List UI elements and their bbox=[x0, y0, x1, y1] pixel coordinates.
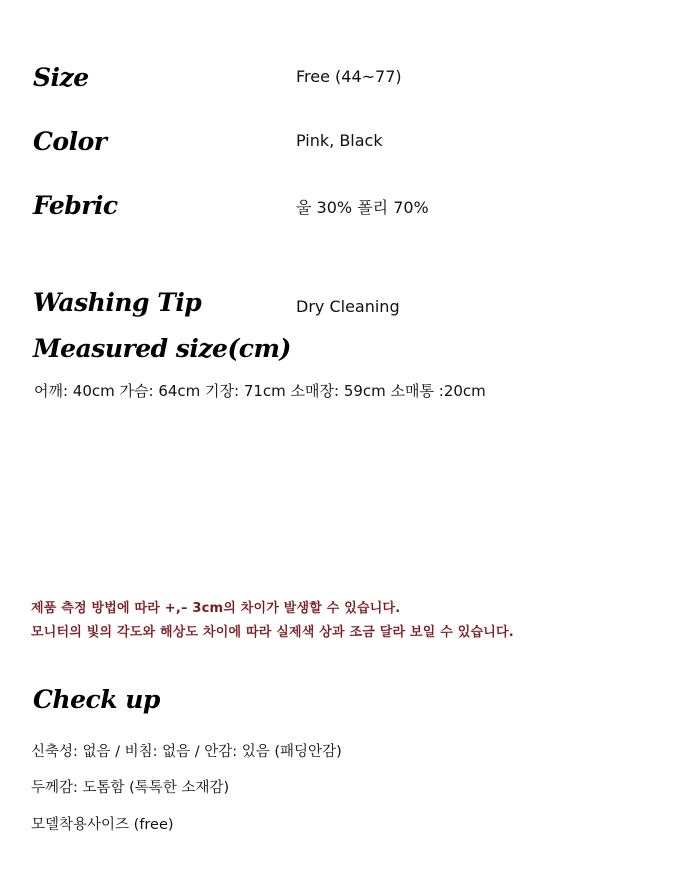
washing-tip-value: Dry Cleaning bbox=[296, 297, 400, 316]
fabric-value: 울 30% 폴리 70% bbox=[296, 198, 429, 217]
fabric-label: Febric bbox=[33, 191, 118, 220]
size-value: Free (44~77) bbox=[296, 67, 402, 86]
size-label: Size bbox=[33, 63, 89, 92]
washing-tip-label: Washing Tip bbox=[33, 288, 202, 317]
check-up-stretch: 신축성: 없음 / 비침: 없음 / 안감: 있음 (패딩안감) bbox=[31, 744, 342, 760]
notice-line-2: 모니터의 빛의 각도와 해상도 차이에 따라 실제색 상과 조금 달라 보일 수 있습니다. bbox=[31, 625, 514, 640]
measured-size-values: 어깨: 40cm 가슴: 64cm 기장: 71cm 소매장: 59cm 소매통 :20cm bbox=[34, 382, 486, 400]
measured-size-label: Measured size(cm) bbox=[33, 334, 291, 363]
notice-line-1: 제품 측정 방법에 따라 +,– 3cm의 차이가 발생할 수 있습니다. bbox=[31, 601, 401, 616]
color-value: Pink, Black bbox=[296, 131, 383, 150]
check-up-model-size: 모델착용사이즈 (free) bbox=[31, 817, 174, 833]
color-label: Color bbox=[33, 127, 107, 156]
check-up-label: Check up bbox=[33, 685, 160, 714]
check-up-thickness: 두께감: 도톰함 (톡톡한 소재감) bbox=[31, 780, 230, 796]
